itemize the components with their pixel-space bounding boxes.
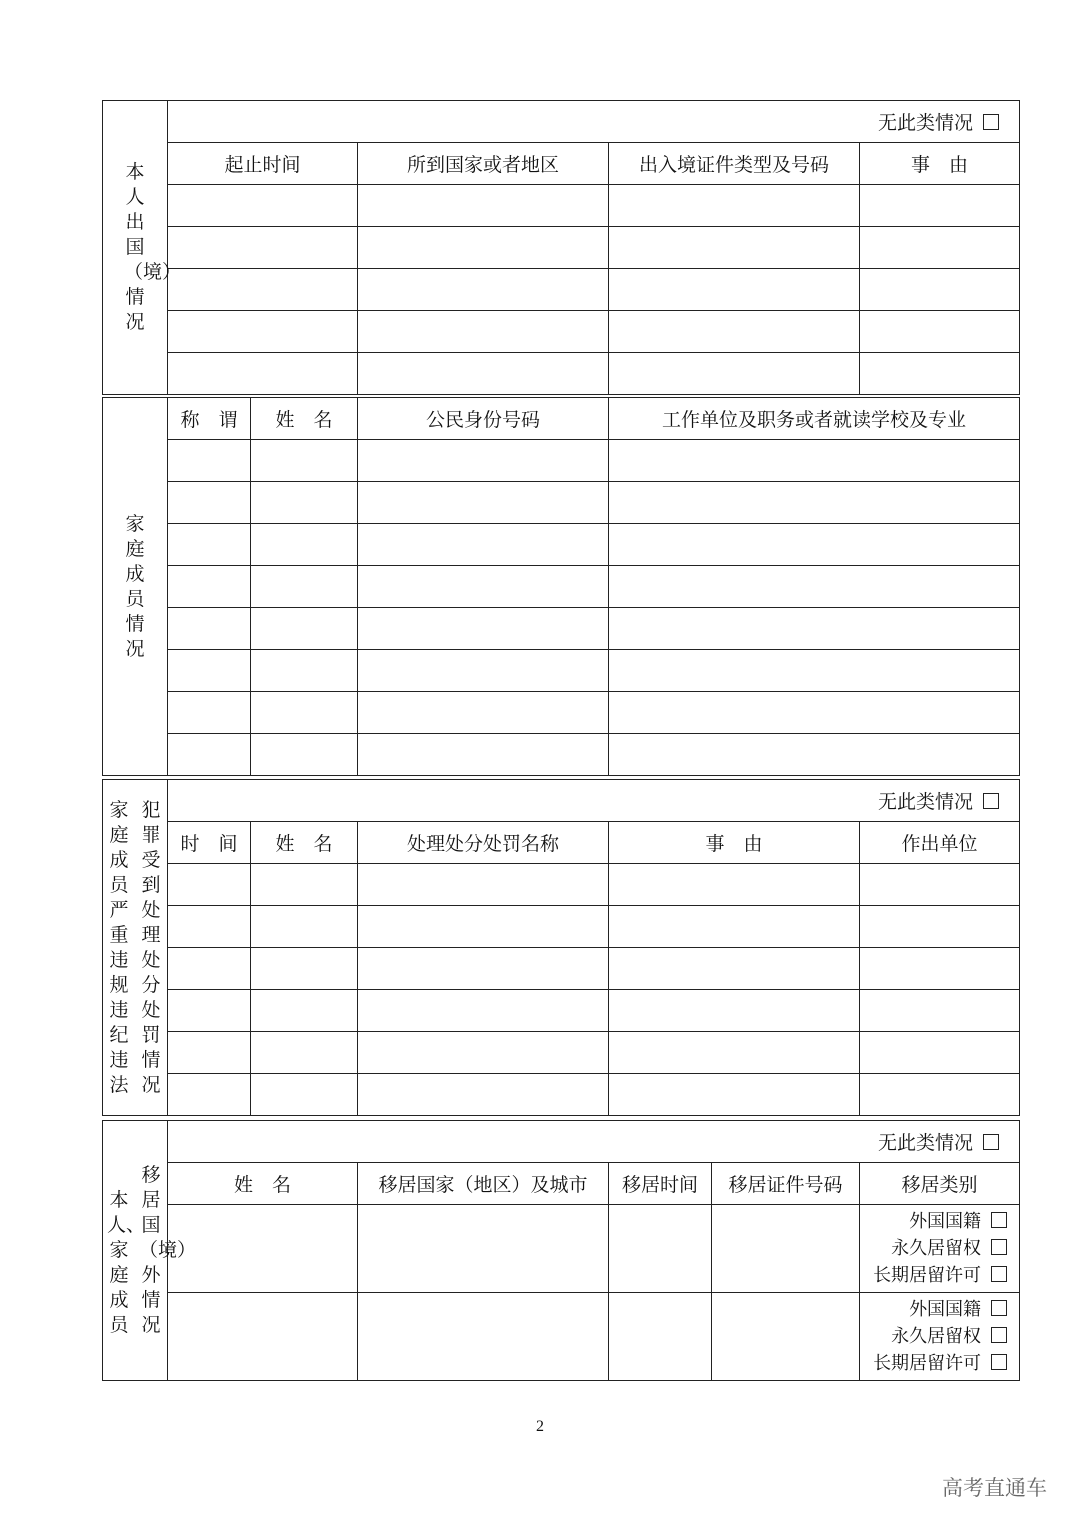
header-row <box>103 1163 1020 1205</box>
column-header: 事 由 <box>860 143 1020 185</box>
table-row <box>103 566 1020 608</box>
none-label: 无此类情况 <box>878 791 974 813</box>
input-cell[interactable] <box>251 524 358 566</box>
input-cell[interactable] <box>860 906 1020 948</box>
input-cell[interactable] <box>358 227 609 269</box>
input-cell[interactable] <box>358 1293 609 1381</box>
input-cell[interactable] <box>168 566 251 608</box>
table-row <box>103 353 1020 395</box>
input-cell[interactable] <box>168 906 251 948</box>
column-header: 移居类别 <box>860 1163 1020 1205</box>
input-cell[interactable] <box>358 269 609 311</box>
table-row <box>103 185 1020 227</box>
input-cell[interactable] <box>358 311 609 353</box>
input-cell[interactable] <box>609 311 860 353</box>
input-cell[interactable] <box>609 906 860 948</box>
input-cell[interactable] <box>251 440 358 482</box>
input-cell[interactable] <box>358 440 609 482</box>
section-abroad-travel <box>102 100 1020 395</box>
column-header: 姓 名 <box>251 398 358 440</box>
input-cell <box>860 1293 1020 1381</box>
table-row <box>103 650 1020 692</box>
watermark: 高考直通车 <box>942 1476 1047 1500</box>
input-cell[interactable] <box>168 353 358 395</box>
section-label <box>103 780 168 1116</box>
input-cell[interactable] <box>251 906 358 948</box>
input-cell[interactable] <box>609 692 1020 734</box>
input-cell[interactable] <box>609 482 1020 524</box>
input-cell[interactable] <box>609 1205 712 1293</box>
input-cell[interactable] <box>168 440 251 482</box>
input-cell[interactable] <box>168 734 251 776</box>
input-cell[interactable] <box>251 948 358 990</box>
input-cell[interactable] <box>168 1074 251 1116</box>
option-label: 长期居留许可 <box>873 1265 982 1286</box>
input-cell[interactable] <box>712 1205 860 1293</box>
table-row <box>103 269 1020 311</box>
header-row <box>103 398 1020 440</box>
page-number: 2 <box>536 1418 544 1435</box>
input-cell[interactable] <box>358 1032 609 1074</box>
input-cell[interactable] <box>860 1032 1020 1074</box>
input-cell[interactable] <box>609 608 1020 650</box>
input-cell[interactable] <box>358 1205 609 1293</box>
checkbox[interactable] <box>991 1239 1007 1255</box>
emigration-type-option[interactable] <box>860 1235 1007 1262</box>
input-cell[interactable] <box>358 948 609 990</box>
input-cell[interactable] <box>358 990 609 1032</box>
input-cell[interactable] <box>358 608 609 650</box>
section-label <box>103 1121 197 1381</box>
column-header: 工作单位及职务或者就读学校及专业 <box>609 398 1020 440</box>
checkbox[interactable] <box>983 793 999 809</box>
column-header: 出入境证件类型及号码 <box>609 143 860 185</box>
emigration-type-option[interactable] <box>860 1296 1007 1323</box>
column-header: 移居时间 <box>609 1163 712 1205</box>
table-row <box>103 482 1020 524</box>
emigration-type-option[interactable] <box>860 1262 1007 1289</box>
table-row <box>103 524 1020 566</box>
no-such-case[interactable] <box>168 780 1020 822</box>
input-cell[interactable] <box>358 734 609 776</box>
table-row <box>103 1205 1020 1293</box>
input-cell[interactable] <box>358 185 609 227</box>
table-row <box>103 1074 1020 1116</box>
checkbox[interactable] <box>991 1354 1007 1370</box>
input-cell[interactable] <box>358 864 609 906</box>
input-cell[interactable] <box>168 608 251 650</box>
table-row <box>103 227 1020 269</box>
input-cell[interactable] <box>609 227 860 269</box>
column-header: 事 由 <box>609 822 860 864</box>
input-cell[interactable] <box>168 650 251 692</box>
input-cell[interactable] <box>860 185 1020 227</box>
input-cell[interactable] <box>860 864 1020 906</box>
input-cell[interactable] <box>609 1032 860 1074</box>
input-cell[interactable] <box>358 1074 609 1116</box>
input-cell[interactable] <box>860 353 1020 395</box>
column-header: 姓 名 <box>251 822 358 864</box>
column-header: 起止时间 <box>168 143 358 185</box>
input-cell[interactable] <box>251 1074 358 1116</box>
input-cell[interactable] <box>609 864 860 906</box>
table-row <box>103 734 1020 776</box>
table-row <box>103 864 1020 906</box>
input-cell[interactable] <box>168 524 251 566</box>
label-text: 家庭成员严重违规违纪违法 <box>109 798 129 1096</box>
input-cell[interactable] <box>358 692 609 734</box>
input-cell[interactable] <box>168 185 358 227</box>
option-label: 外国国籍 <box>909 1211 982 1232</box>
input-cell[interactable] <box>860 1074 1020 1116</box>
input-cell[interactable] <box>609 353 860 395</box>
input-cell[interactable] <box>251 482 358 524</box>
input-cell[interactable] <box>168 269 358 311</box>
input-cell[interactable] <box>358 482 609 524</box>
input-cell[interactable] <box>609 1293 712 1381</box>
input-cell[interactable] <box>609 990 860 1032</box>
emigration-type-option[interactable] <box>860 1208 1007 1235</box>
label-text: 移居国（境）外情况 <box>139 1164 197 1336</box>
input-cell[interactable] <box>358 566 609 608</box>
input-cell[interactable] <box>251 566 358 608</box>
table-row <box>103 906 1020 948</box>
input-cell[interactable] <box>358 650 609 692</box>
emigration-type-option[interactable] <box>860 1350 1007 1377</box>
section-label <box>103 398 168 776</box>
input-cell[interactable] <box>168 482 251 524</box>
column-header: 公民身份号码 <box>358 398 609 440</box>
checkbox[interactable] <box>991 1266 1007 1282</box>
input-cell[interactable] <box>609 650 1020 692</box>
column-header: 移居证件号码 <box>712 1163 860 1205</box>
label-text: 家庭成员情况 <box>125 512 145 660</box>
label-text: 本人、家庭成员 <box>107 1189 146 1336</box>
header-row <box>103 143 1020 185</box>
input-cell[interactable] <box>251 608 358 650</box>
input-cell[interactable] <box>168 692 251 734</box>
column-header: 时 间 <box>168 822 251 864</box>
checkbox[interactable] <box>983 114 999 130</box>
input-cell[interactable] <box>860 990 1020 1032</box>
checkbox[interactable] <box>991 1212 1007 1228</box>
emigration-type-option[interactable] <box>860 1323 1007 1350</box>
input-cell[interactable] <box>860 269 1020 311</box>
no-such-case[interactable] <box>168 1121 1020 1163</box>
label-text: 犯罪受到处理处分处罚情况 <box>141 798 161 1096</box>
input-cell[interactable] <box>358 524 609 566</box>
column-header: 移居国家（地区）及城市 <box>358 1163 609 1205</box>
input-cell[interactable] <box>168 1293 358 1381</box>
input-cell[interactable] <box>168 227 358 269</box>
input-cell[interactable] <box>251 864 358 906</box>
checkbox[interactable] <box>991 1327 1007 1343</box>
section-family-violations <box>102 779 1020 1116</box>
input-cell[interactable] <box>609 566 1020 608</box>
table-row <box>103 948 1020 990</box>
section-emigration <box>102 1120 1020 1381</box>
input-cell[interactable] <box>860 227 1020 269</box>
input-cell[interactable] <box>609 1074 860 1116</box>
no-such-case[interactable] <box>168 101 1020 143</box>
column-header: 所到国家或者地区 <box>358 143 609 185</box>
input-cell[interactable] <box>609 524 1020 566</box>
column-header: 姓 名 <box>168 1163 358 1205</box>
input-cell[interactable] <box>609 734 1020 776</box>
option-label: 永久居留权 <box>891 1326 982 1347</box>
input-cell[interactable] <box>609 269 860 311</box>
input-cell[interactable] <box>168 864 251 906</box>
column-header: 称 谓 <box>168 398 251 440</box>
column-header: 作出单位 <box>860 822 1020 864</box>
table-row <box>103 311 1020 353</box>
column-header: 处理处分处罚名称 <box>358 822 609 864</box>
input-cell[interactable] <box>609 440 1020 482</box>
input-cell[interactable] <box>860 311 1020 353</box>
table-row <box>103 440 1020 482</box>
table-row <box>103 990 1020 1032</box>
header-row <box>103 822 1020 864</box>
input-cell[interactable] <box>609 185 860 227</box>
table-row <box>103 1032 1020 1074</box>
input-cell[interactable] <box>860 948 1020 990</box>
table-row <box>103 692 1020 734</box>
input-cell[interactable] <box>168 311 358 353</box>
none-label: 无此类情况 <box>878 1132 974 1154</box>
input-cell[interactable] <box>251 734 358 776</box>
input-cell[interactable] <box>358 906 609 948</box>
input-cell[interactable] <box>168 948 251 990</box>
input-cell[interactable] <box>251 1032 358 1074</box>
table-row <box>103 608 1020 650</box>
input-cell[interactable] <box>251 990 358 1032</box>
input-cell[interactable] <box>358 353 609 395</box>
checkbox[interactable] <box>991 1300 1007 1316</box>
checkbox[interactable] <box>983 1134 999 1150</box>
option-label: 永久居留权 <box>891 1238 982 1259</box>
label-text: 本人出国（境）情况 <box>124 161 182 333</box>
input-cell[interactable] <box>168 1032 251 1074</box>
section-label <box>103 101 182 395</box>
input-cell[interactable] <box>712 1293 860 1381</box>
input-cell <box>860 1205 1020 1293</box>
option-label: 长期居留许可 <box>873 1353 982 1374</box>
input-cell[interactable] <box>609 948 860 990</box>
input-cell[interactable] <box>168 1205 358 1293</box>
none-label: 无此类情况 <box>878 112 974 134</box>
input-cell[interactable] <box>168 990 251 1032</box>
table-row <box>103 1293 1020 1381</box>
option-label: 外国国籍 <box>909 1299 982 1320</box>
input-cell[interactable] <box>251 650 358 692</box>
section-family-members <box>102 397 1020 776</box>
input-cell[interactable] <box>251 692 358 734</box>
